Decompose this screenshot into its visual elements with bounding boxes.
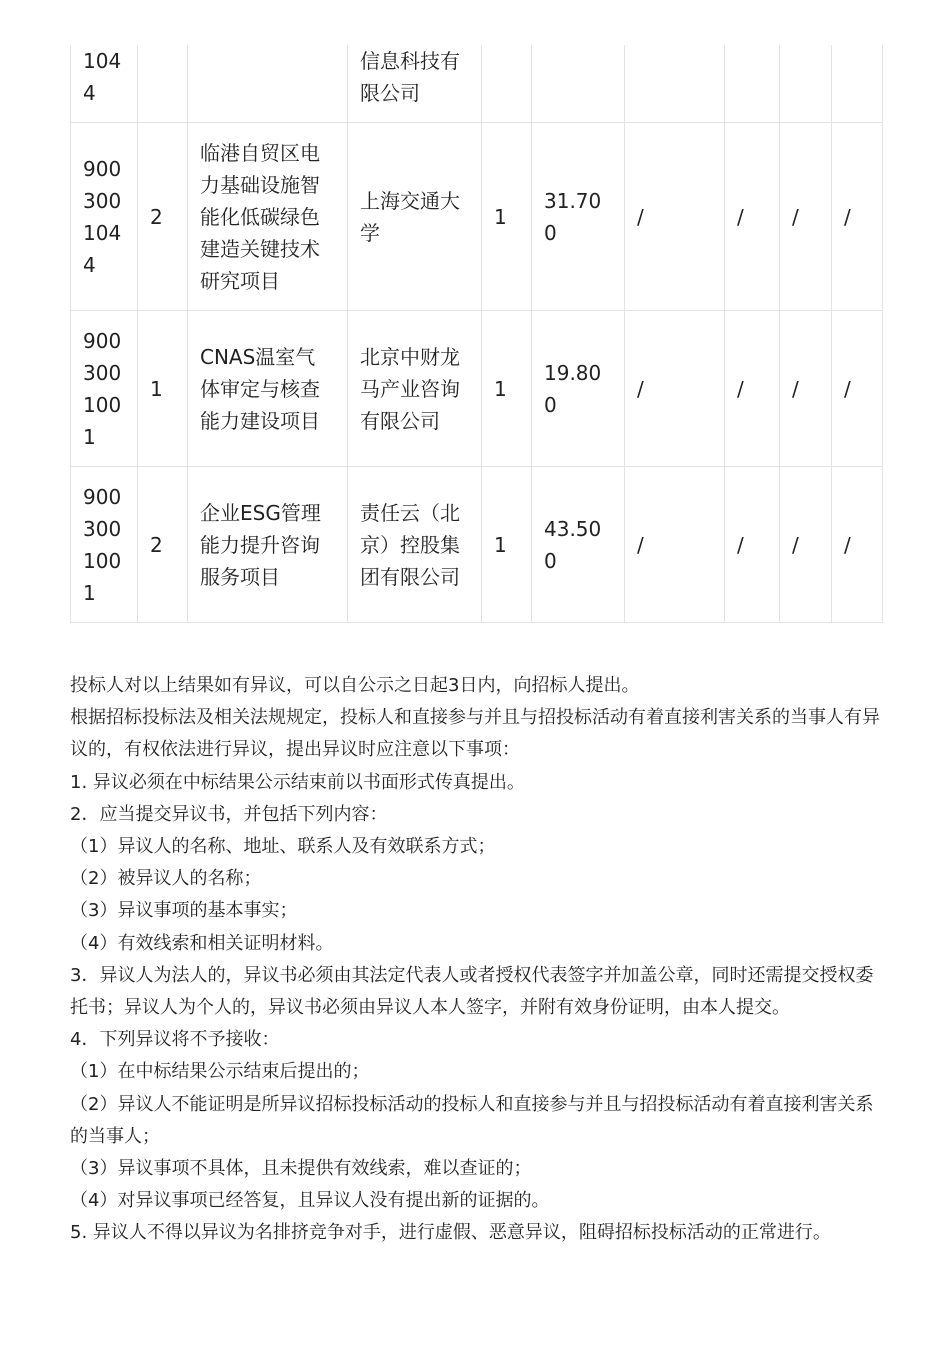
table-row [71, 311, 883, 467]
rank-cell: 1 [482, 311, 532, 467]
notice-line: （4）对异议事项已经答复，且异议人没有提出新的证据的。 [70, 1190, 550, 1212]
objection-notice [70, 670, 885, 1250]
lot-cell [138, 45, 188, 123]
col9-cell: / [780, 311, 832, 467]
col8-cell: / [725, 123, 780, 311]
rank-cell: 1 [482, 123, 532, 311]
notice-line: （1）异议人的名称、地址、联系人及有效联系方式； [70, 836, 496, 858]
col9-cell: / [780, 123, 832, 311]
price-cell: 43.500 [532, 467, 625, 623]
notice-line: 投标人对以上结果如有异议，可以自公示之日起3日内，向招标人提出。 [70, 675, 640, 696]
price-cell: 19.800 [532, 311, 625, 467]
notice-line: 4．下列异议将不予接收： [70, 1029, 280, 1051]
table-row [71, 45, 883, 123]
notice-line: 根据招标投标法及相关法规规定，投标人和直接参与并且与招投标活动有着直接利害关系的当事人有异议的，有权依法进行异议，提出异议时应注意以下事项： [70, 707, 880, 761]
col10-cell: / [832, 311, 883, 467]
winner-cell: 北京中财龙马产业咨询有限公司 [348, 311, 482, 467]
col10-cell: / [832, 123, 883, 311]
winner-cell: 上海交通大学 [348, 123, 482, 311]
col8-cell [725, 45, 780, 123]
project-name-cell [188, 45, 348, 123]
col8-cell: / [725, 467, 780, 623]
table-row [71, 467, 883, 623]
notice-line: 3．异议人为法人的，异议书必须由其法定代表人或者授权代表签字并加盖公章，同时还需提交授权委托书；异议人为个人的，异议书必须由异议人本人签字，并附有效身份证明，由本人提交。 [70, 964, 874, 1019]
col7-cell: / [625, 467, 725, 623]
col10-cell: / [832, 467, 883, 623]
rank-cell: 1 [482, 467, 532, 623]
col9-cell: / [780, 467, 832, 623]
notice-line: 5. 异议人不得以异议为名排挤竞争对手，进行虚假、恶意异议，阻碍招标投标活动的正常进行。 [70, 1222, 831, 1244]
lot-cell: 1 [138, 311, 188, 467]
project-name-cell: 企业ESG管理能力提升咨询服务项目 [188, 467, 348, 623]
notice-line: （2）被异议人的名称； [70, 868, 262, 890]
project-code-cell: 9003001044 [71, 123, 138, 311]
lot-cell: 2 [138, 467, 188, 623]
notice-line: 2．应当提交异议书，并包括下列内容： [70, 803, 388, 825]
notice-line: （2）异议人不能证明是所异议招标投标活动的投标人和直接参与并且与招投标活动有着直接利害关系的当事人； [70, 1093, 874, 1147]
rank-cell [482, 45, 532, 123]
project-code-cell: 9003001001 [71, 467, 138, 623]
col7-cell: / [625, 311, 725, 467]
col10-cell [832, 45, 883, 123]
table-row [71, 123, 883, 311]
project-name-cell: CNAS温室气体审定与核查能力建设项目 [188, 311, 348, 467]
results-table [70, 45, 883, 623]
col9-cell [780, 45, 832, 123]
notice-line: （3）异议事项的基本事实； [70, 900, 298, 922]
notice-line: （3）异议事项不具体，且未提供有效线索，难以查证的； [70, 1158, 532, 1180]
notice-line: 1. 异议必须在中标结果公示结束前以书面形式传真提出。 [70, 771, 525, 793]
project-name-cell: 临港自贸区电力基础设施智能化低碳绿色建造关键技术研究项目 [188, 123, 348, 311]
notice-line: （4）有效线索和相关证明材料。 [70, 932, 334, 954]
price-cell: 31.700 [532, 123, 625, 311]
notice-line: （1）在中标结果公示结束后提出的； [70, 1061, 370, 1083]
col7-cell [625, 45, 725, 123]
winner-cell: 信息科技有限公司 [348, 45, 482, 123]
winner-cell: 责任云（北京）控股集团有限公司 [348, 467, 482, 623]
col8-cell: / [725, 311, 780, 467]
col7-cell: / [625, 123, 725, 311]
price-cell [532, 45, 625, 123]
project-code-cell: 9003001001 [71, 311, 138, 467]
project-code-cell: 1044 [71, 45, 138, 123]
lot-cell: 2 [138, 123, 188, 311]
